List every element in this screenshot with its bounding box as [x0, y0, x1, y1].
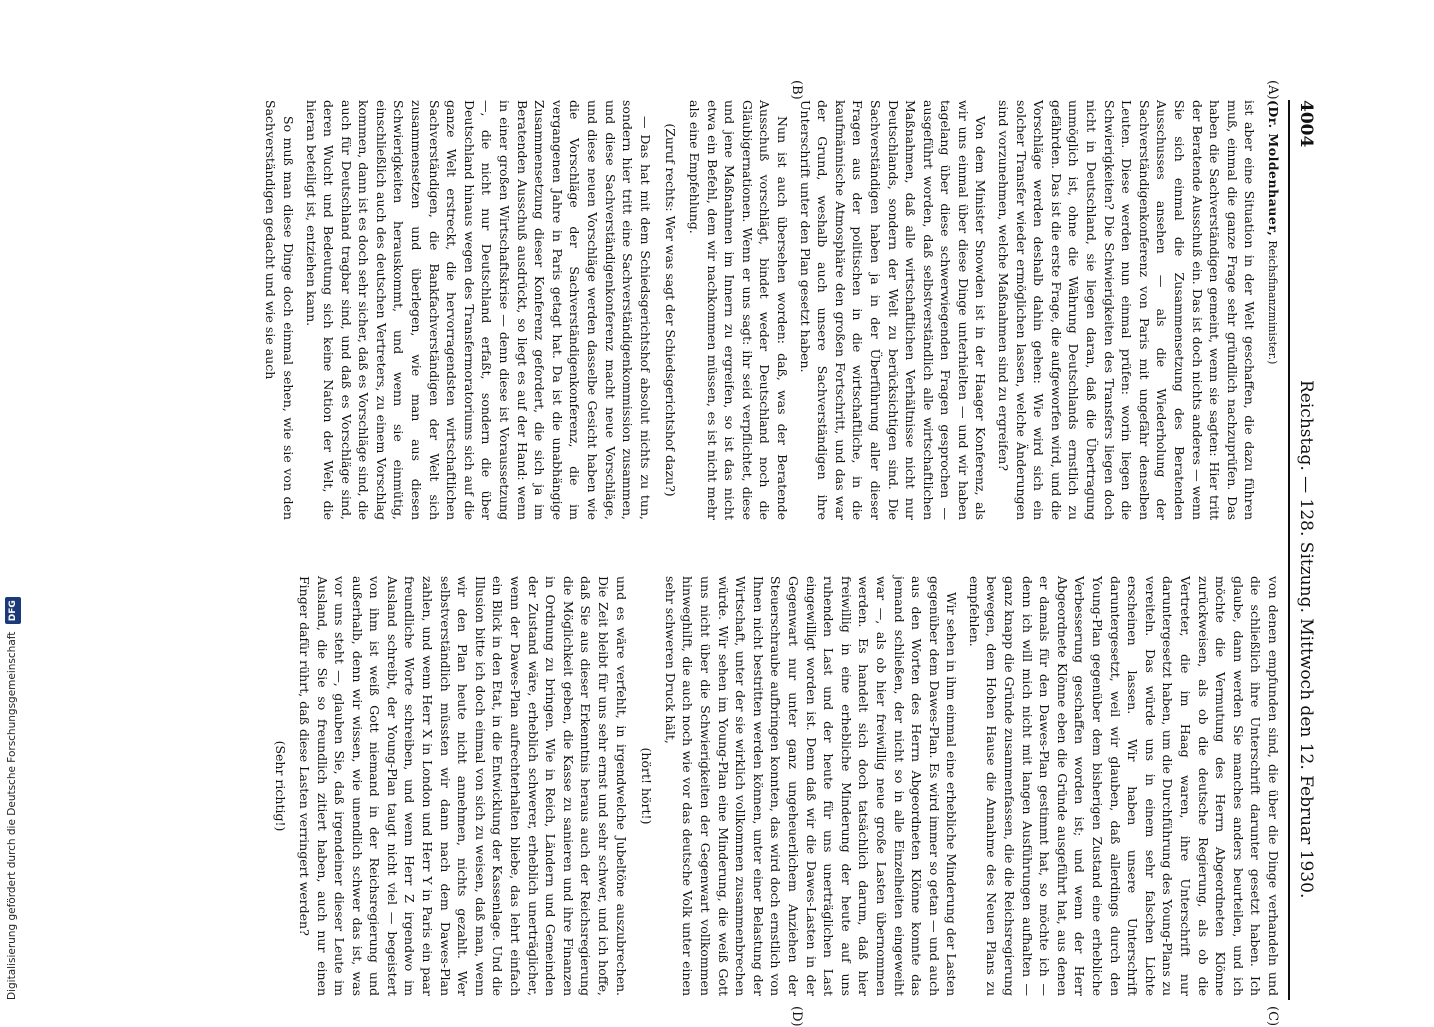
paragraph: und es wäre verfehlt, in irgendwelche Jubeltöne auszubrechen. Die Zeit bleibt für uns sehr ernst und sehr schwer, und ich hoffe, daß Sie aus dieser Erkenntnis heraus auch der Reichsregierung die Möglichkeit geben, die Kasse zu sanieren und ihre Finanzen in Ordnung zu bringen. Wie in Reich, Ländern und Gemeinden der Zustand wäre, erheblich schwerer, erheblich unerträglicher, wenn der Dawes-Plan aufrechterhalten bliebe, das lehrt einfach ein Blick in den Etat, in die Entwicklung der Kassenlage. Und die Illusion bitte ich doch einmal von sich zu weisen, daß man, wenn wir den Plan heute nicht annehmen, nichts gezahlt. Wer selbstverständlich müssten wir dann nach dem Dawes-Plan zahlen, und wenn Herr X in London und Herr Y in Paris ein paar freundliche Worte schreiben, und wenn Herr Z irgendwo im Ausland schreibt, der Young-Plan taugt nicht viel — begeistert von ihm ist weiß Gott niemand in der Reichsregierung und außerhalb, denn wir wissen, wie unendlich schwer das ist, was vor uns steht —, glauben Sie, daß irgendeiner dieser Leute im Ausland, die Sie so freundlich zitiert haben, auch nur einen Finger dafür rührt, daß diese Lasten verringert werden? — [296, 576, 629, 996]
paragraph: von denen empfunden sind, die über die Dinge verhandeln und die schließlich ihre Unterschrift darunter gesetzt haben. Ich glaube, dann werden Sie manches anders beurteilen, und ich möchte die Vermutung des Herrn Abgeordneten Klönne zurückweisen, als ob die deutsche Regierung, als ob die Vertreter, die im Haag waren, ihre Unterschrift nur daruntergesetzt haben, um die Durchführung des Young-Plans zu vereiteln. Das würde uns in einem sehr falschen Lichte erscheinen lassen. Wir haben unsere Unterschrift daruntergesetzt, weil wir glauben, daß allerdings durch den Young-Plan gegenüber dem bisherigen Zustand eine erhebliche Verbesserung geschaffen worden ist; und wenn der Herr Abgeordnete Klönne eben die Gründe ausgeführt hat, aus denen er damals für den Dawes-Plan gestimmt hat, so möchte ich — denn ich will mich nicht mit langen Ausführungen aufhalten — ganz knapp die Gründe zusammenfassen, die die Reichsregierung bewegen, dem Hohen Hause die Annahme des Neuen Plans zu empfehlen. — [966, 576, 1281, 996]
margin-mark-c: (C) — [1265, 1006, 1280, 1027]
margin-mark-b: (B) — [789, 80, 804, 100]
speaker-line — [1263, 100, 1282, 520]
paragraph: — Das hat mit dem Schiedsgerichtshof absolut nichts zu tun, sondern hier tritt eine Sachverständigenkommission zusammen, und diese Sachverständigenkonferenz macht neue Vorschläge, und diese neuen Vorschläge werden dasselbe Gesicht haben wie die Vorschläge der Sachverständigenkonferenz, die im vergangenen Jahre in Paris getagt hat. Da ist die unabhängige Zusammensetzung dieser Konferenz gefordert, die sich ja im Beratenden Ausschuß ausdrückt, so liegt es auf der Hand: wenn in einer großen Wirtschaftskrise — denn diese ist Voraussetzung —, die nicht nur Deutschland erfaßt, sondern die über Deutschland hinaus wegen des Transfermoratoriums sich auf die ganze Welt erstreckt, die hervorragendsten wirtschaftlichen Sachverständigen, die Bankfachverständigen der Welt sich zusammensetzen und überlegen, wie man aus diesen Schwierigkeiten herauskommt, und wenn sie einmütig, einschließlich auch des deutschen Vertreters, zu einem Vorschlag kommen, dann ist es doch sehr sicher, daß es Vorschläge sind, die auch für Deutschland tragbar sind, und daß es Vorschläge sind, deren Wucht und Bedeutung sich keine Nation der Welt, die hieran beteiligt ist, entziehen kann. — [303, 100, 653, 520]
interjection: (Sehr richtig!) — [273, 740, 289, 832]
header-rule — [1288, 100, 1290, 1000]
margin-mark-d: (D) — [789, 1006, 804, 1027]
rotated-content — [126, 80, 1316, 1027]
paragraph: So muß man diese Dinge doch einmal sehen, wie sie von den Sachverständigen gedacht und wie sie auch — [263, 100, 296, 520]
running-header — [1290, 100, 1316, 1000]
speaker-name: (Dr. Moldenhauer, — [1266, 100, 1281, 237]
paragraph: Wir sehen in ihm einmal eine erhebliche Minderung der Lasten gegenüber dem Dawes-Plan. Es wird immer so getan — und auch aus den Worten des Herrn Abgeordneten Klönne konnte das jemand schließen, der nicht so in alle Einzelheiten eingeweiht war —, als ob hier freiwillig neue große Lasten übernommen werden. Es handelt sich doch tatsächlich darum, daß hier freiwillig in eine erhebliche Minderung der heute auf uns ruhenden Last und der heute für uns unerträglichen Last eingewilligt worden ist. Denn daß wir die Dawes-Lasten in der Gegenwart nur unter ganz ungeheuerlichem Anziehen der Steuerschraube aufbringen konnten, das wird doch ernstlich von Ihnen nicht bestritten werden können, unter einer Belastung der Wirtschaft, unter der sie wirklich vollkommen zusammenbrechen würde. Wir sehen im Young-Plan eine Minderung, die weiß Gott uns nicht über die Schwierigkeiten der Gegenwart vollkommen hinweghilft, die auch noch wie vor das deutsche Volk unter einen sehr schweren Druck hält, — [662, 576, 960, 996]
funding-note — [4, 597, 20, 1000]
paragraph: Von dem Minister Snowden ist in der Haager Konferenz, als wir uns einmal über diese Dinge unterhielten — und wir haben tagelang über diese schwerwiegenden Fragen gesprochen — ausgeführt worden, daß selbstverständlich alle wirtschaftlichen Maßnahmen, daß alle wirtschaftlichen Verhältnisse nicht nur Deutschlands, sondern der Welt zu berücksichtigen sind. Die Sachverständigen haben ja in der Überführung aller dieser Fragen aus der politischen in die wirtschaftliche, in die kaufmännische Atmosphäre den großen Fortschritt, und das war der Grund, weshalb auch unsere Sachverständigen ihre Unterschrift unter den Plan gesetzt haben. — [797, 100, 989, 520]
speaker-role: Reichsfinanzminister.) — [1266, 240, 1279, 365]
paragraph: ist aber eine Situation in der Welt geschaffen, die dazu führen muß, einmal die ganze Frage sehr gründlich nachzuprüfen. Das haben die Sachverständigen gemeint, wenn sie sagten: Hier tritt der Beratende Ausschuß ein. Das ist doch nichts anderes — wenn Sie sich einmal die Zusammensetzung des Beratenden Ausschusses ansehen — als die Wiederholung der Sachverständigenkonferenz von Paris mit ungefähr denselben Leuten. Diese werden nun einmal prüfen: worin liegen die Schwierigkeiten? Die Schwierigkeiten des Transfers liegen doch nicht in Deutschland, sie liegen daran, daß die Übertragung unmöglich ist, ohne die Währung Deutschlands ernstlich zu gefährden. Das ist die erste Frage, die aufgeworfen wird, und die Vorschläge werden deshalb dahin gehen: Wie wird sich ein solcher Transfer wieder ermöglichen lassen, welche Änderungen sind vorzunehmen, welche Maßnahmen sind zu ergreifen? — [996, 100, 1258, 520]
interjection: (Zuruf rechts: Wer was sagt der Schiedsgerichtshof dazu?) — [663, 123, 679, 497]
margin-mark-a: (A) — [1265, 80, 1280, 100]
interjection: (hört! hört!) — [639, 747, 655, 825]
page-number: 4004 — [1296, 100, 1316, 148]
left-column — [257, 100, 1282, 520]
header-title: Reichstag. — 128. Sitzung. Mittwoch den 12. Februar 1930. — [1296, 380, 1316, 899]
paragraph: Nun ist auch übersehen worden: daß, was der Beratende Ausschuß vorschlägt, bindet weder Deutschland noch die Gläubigernationen. Wenn er uns sagt: ihr seid verpflichtet, diese und jene Maßnahmen im Innern zu ergreifen, so ist das nicht etwa ein Befehl, dem wir nachkommen müssen, es ist nicht mehr als eine Empfehlung. — [687, 100, 790, 520]
dfg-logo: DFG — [5, 597, 21, 624]
funding-text: Digitalisierung gefördert durch die Deutsche Forschungsgemeinschaft — [6, 631, 18, 1000]
right-column — [264, 576, 1282, 996]
